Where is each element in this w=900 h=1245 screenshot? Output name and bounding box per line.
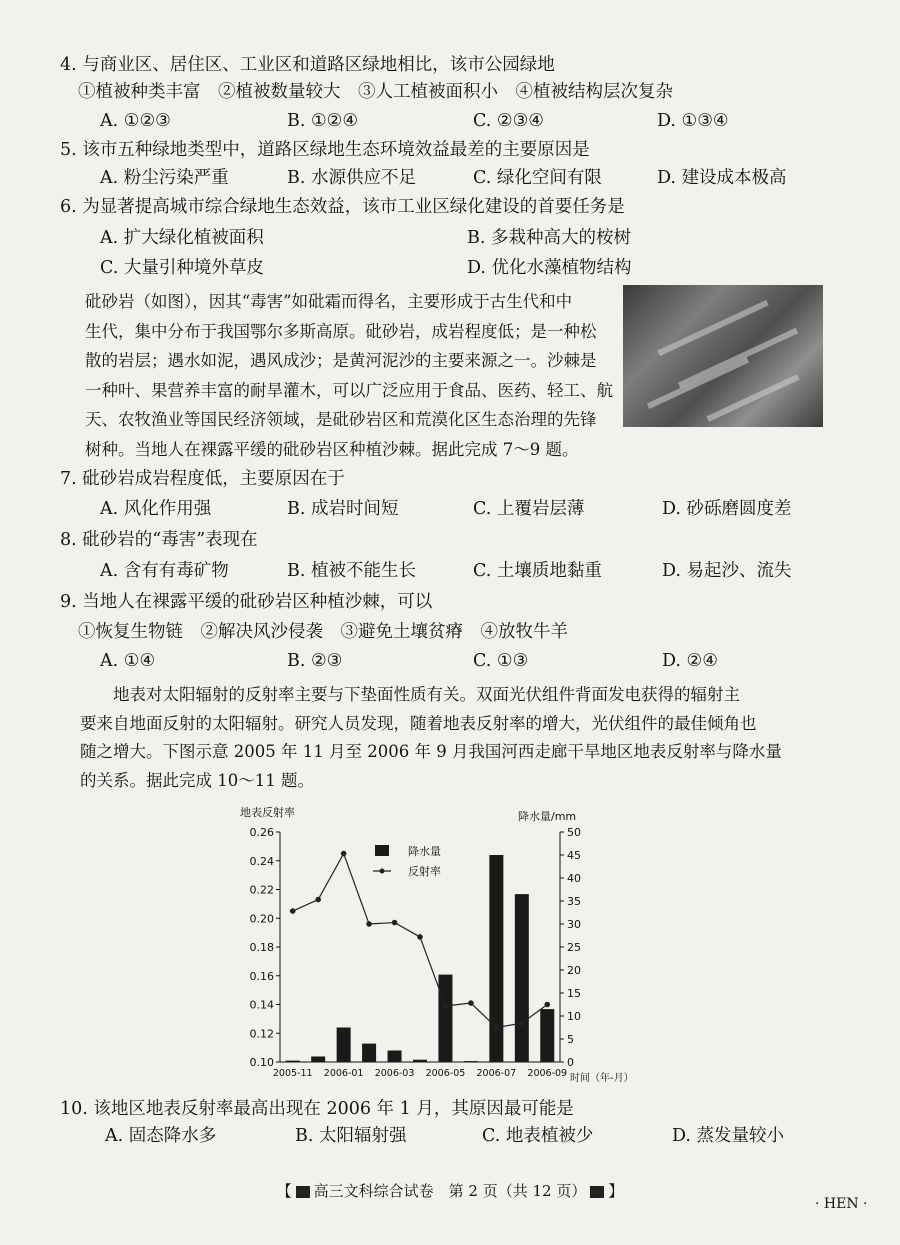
right-tick-label: 45 — [567, 849, 581, 862]
albedo-point — [366, 921, 372, 927]
precipitation-bar — [362, 1044, 376, 1062]
precipitation-bar — [311, 1056, 325, 1062]
q7-option-d: D. 砂砾磨圆度差 — [662, 499, 792, 519]
right-tick-label: 5 — [567, 1033, 574, 1046]
precipitation-bar — [286, 1061, 300, 1062]
q4-option-a: A. ①②③ — [100, 111, 171, 131]
q9-stem: 9. 当地人在裸露平缓的砒砂岩区种植沙棘，可以 — [60, 592, 433, 612]
x-tick-label: 2006-09 — [527, 1068, 568, 1079]
albedo-point — [519, 1020, 525, 1026]
passage1-line: 一种叶、果营养丰富的耐旱灌木，可以广泛应用于食品、医药、轻工、航 — [85, 380, 613, 400]
q8-option-d: D. 易起沙、流失 — [662, 561, 792, 581]
albedo-point — [341, 851, 347, 857]
q5-option-b: B. 水源供应不足 — [287, 168, 416, 188]
legend-precipitation-label: 降水量 — [408, 845, 441, 858]
albedo-line — [293, 854, 548, 1028]
y-axis-right-label: 降水量/mm — [518, 810, 577, 823]
left-tick-label: 0.26 — [249, 826, 274, 839]
left-tick-label: 0.14 — [249, 998, 274, 1012]
q8-stem: 8. 砒砂岩的“毒害”表现在 — [60, 530, 258, 550]
albedo-point — [315, 897, 321, 903]
left-tick-label: 0.16 — [249, 969, 274, 983]
precipitation-bar — [438, 975, 452, 1062]
chart-legend — [373, 844, 441, 878]
q10-option-b: B. 太阳辐射强 — [295, 1126, 407, 1146]
left-tick-label: 0.22 — [249, 883, 274, 897]
q9-option-d: D. ②④ — [662, 651, 718, 671]
q10-stem: 10. 该地区地表反射率最高出现在 2006 年 1 月，其原因最可能是 — [60, 1099, 574, 1119]
q9-items: ①恢复生物链 ②解决风沙侵袭 ③避免土壤贫瘠 ④放牧牛羊 — [78, 622, 568, 642]
right-tick-label: 30 — [567, 918, 581, 931]
q4-option-b: B. ①②④ — [287, 111, 359, 131]
q10-option-c: C. 地表植被少 — [482, 1126, 594, 1146]
x-tick-label: 2006-07 — [476, 1068, 517, 1079]
q7-option-c: C. 上覆岩层薄 — [473, 499, 585, 519]
x-tick-label: 2006-05 — [425, 1068, 466, 1079]
precipitation-bar — [464, 1061, 478, 1062]
passage2-line: 地表对太阳辐射的反射率主要与下垫面性质有关。双面光伏组件背面发电获得的辐射主 — [80, 685, 740, 704]
right-tick-label: 15 — [567, 987, 581, 1000]
albedo-point — [544, 1002, 550, 1008]
q9-option-c: C. ①③ — [473, 651, 529, 671]
q4-items: ①植被种类丰富 ②植被数量较大 ③人工植被面积小 ④植被结构层次复杂 — [78, 82, 673, 102]
right-tick-label: 50 — [567, 826, 581, 839]
left-tick-label: 0.18 — [249, 941, 274, 954]
left-tick-label: 0.20 — [249, 912, 274, 926]
q4-option-d: D. ①③④ — [657, 111, 729, 131]
q9-option-a: A. ①④ — [100, 651, 156, 671]
passage1-line: 树种。当地人在裸露平缓的砒砂岩区种植沙棘。据此完成 7～9 题。 — [85, 439, 579, 459]
albedo-point — [494, 1025, 500, 1031]
q8-option-c: C. 土壤质地黏重 — [473, 561, 602, 581]
x-tick-label: 2005-11 — [272, 1068, 313, 1079]
pisha-sandstone-photo — [623, 285, 823, 427]
albedo-precipitation-chart — [220, 800, 670, 1095]
x-tick-label: 2006-03 — [374, 1068, 415, 1079]
passage2-line: 随之增大。下图示意 2005 年 11 月至 2006 年 9 月我国河西走廊干旱地区地表反射率与降水量 — [80, 742, 782, 761]
q4-option-c: C. ②③④ — [473, 111, 544, 131]
exam-code: · HEN · — [815, 1196, 868, 1212]
passage-albedo — [80, 681, 830, 795]
right-tick-label: 0 — [567, 1056, 574, 1069]
right-tick-label: 20 — [567, 964, 581, 977]
q10-option-d: D. 蒸发量较小 — [672, 1126, 785, 1146]
precipitation-bar — [489, 855, 503, 1062]
q7-stem: 7. 砒砂岩成岩程度低，主要原因在于 — [60, 469, 345, 489]
x-axis-label: 时间（年-月） — [570, 1073, 634, 1084]
precipitation-bar — [388, 1051, 402, 1063]
x-tick-label: 2006-01 — [323, 1068, 364, 1079]
legend-bar-swatch — [375, 845, 389, 856]
q5-option-c: C. 绿化空间有限 — [473, 168, 602, 188]
y-axis-left-label: 地表反射率 — [240, 806, 295, 819]
q10-option-a: A. 固态降水多 — [105, 1126, 217, 1146]
precipitation-bar — [413, 1060, 427, 1062]
q9-option-b: B. ②③ — [287, 651, 343, 671]
albedo-point — [417, 934, 423, 940]
q8-option-a: A. 含有有毒矿物 — [100, 561, 229, 581]
albedo-point — [468, 1000, 474, 1006]
q6-option-d: D. 优化水藻植物结构 — [467, 258, 632, 278]
q8-option-b: B. 植被不能生长 — [287, 561, 416, 581]
left-tick-label: 0.24 — [249, 854, 274, 868]
page-footer: 【 高三文科综合试卷 第 2 页（共 12 页） 】 — [276, 1182, 624, 1200]
legend-albedo-label: 反射率 — [408, 865, 441, 878]
q6-stem: 6. 为显著提高城市综合绿地生态效益，该市工业区绿化建设的首要任务是 — [60, 197, 625, 217]
q6-option-b: B. 多栽种高大的桉树 — [467, 228, 631, 248]
q6-option-c: C. 大量引种境外草皮 — [100, 258, 264, 278]
passage-pisha-sandstone — [85, 287, 613, 464]
passage2-line: 要来自地面反射的太阳辐射。研究人员发现，随着地表反射率的增大，光伏组件的最佳倾角也 — [80, 713, 757, 733]
right-tick-label: 40 — [567, 872, 581, 885]
q5-stem: 5. 该市五种绿地类型中，道路区绿地生态环境效益最差的主要原因是 — [60, 140, 590, 160]
precipitation-bar — [337, 1028, 351, 1063]
q7-option-b: B. 成岩时间短 — [287, 499, 399, 519]
right-tick-label: 25 — [567, 941, 581, 954]
left-tick-label: 0.12 — [249, 1027, 274, 1041]
precipitation-bar — [515, 894, 529, 1062]
albedo-point — [290, 908, 296, 914]
passage1-line: 散的岩层；遇水如泥，遇风成沙；是黄河泥沙的主要来源之一。沙棘是 — [85, 351, 597, 370]
passage1-line: 天、农牧渔业等国民经济领域，是砒砂岩区和荒漠化区生态治理的先锋 — [85, 410, 597, 429]
q6-option-a: A. 扩大绿化植被面积 — [100, 228, 264, 248]
passage1-line: 生代，集中分布于我国鄂尔多斯高原。砒砂岩，成岩程度低；是一种松 — [85, 321, 597, 341]
left-tick-label: 0.10 — [249, 1056, 274, 1069]
precipitation-bar — [540, 1009, 554, 1062]
footer-text: 高三文科综合试卷 第 2 页（共 12 页） — [313, 1182, 587, 1200]
albedo-point — [443, 1003, 449, 1009]
right-tick-label: 10 — [567, 1010, 581, 1023]
q5-option-a: A. 粉尘污染严重 — [100, 168, 229, 188]
right-tick-label: 35 — [567, 895, 581, 908]
q5-option-d: D. 建设成本极高 — [657, 168, 787, 188]
passage2-line: 的关系。据此完成 10～11 题。 — [80, 770, 314, 790]
legend-line-marker — [380, 869, 385, 874]
albedo-point — [392, 920, 398, 926]
passage1-line: 砒砂岩（如图），因其“毒害”如砒霜而得名，主要形成于古生代和中 — [85, 292, 573, 311]
q7-option-a: A. 风化作用强 — [100, 499, 212, 519]
q4-stem: 4. 与商业区、居住区、工业区和道路区绿地相比，该市公园绿地 — [60, 55, 555, 75]
